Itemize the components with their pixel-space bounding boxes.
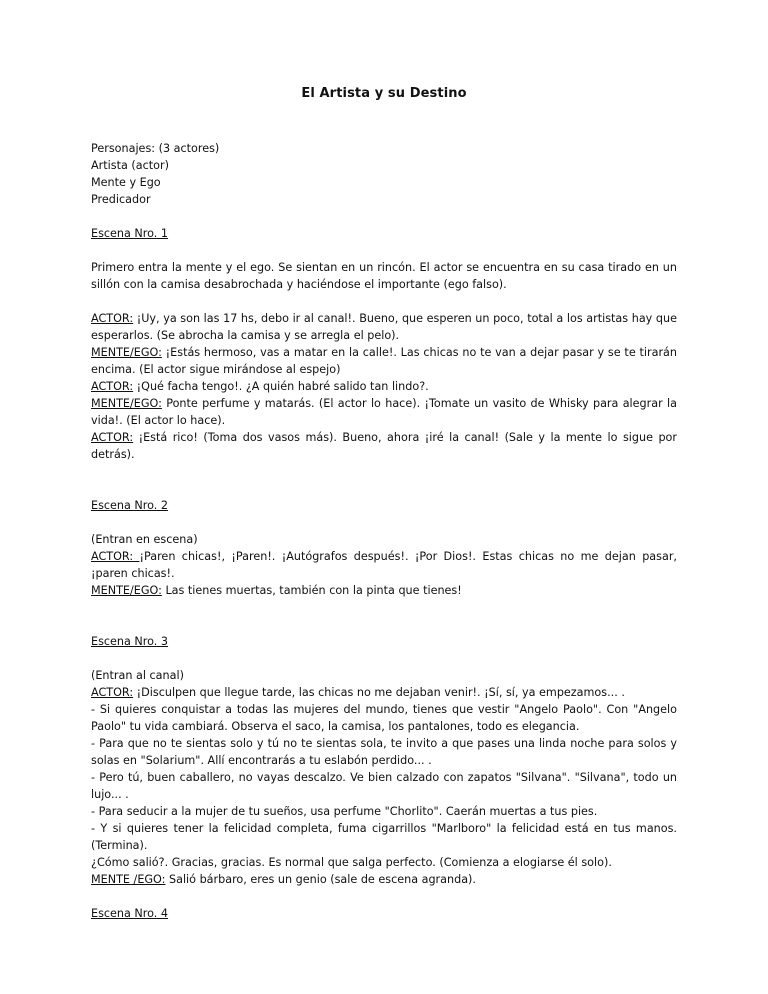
speaker-label: ACTOR:	[91, 380, 134, 393]
scene-heading: Escena Nro. 2	[91, 499, 169, 512]
dialogue-line	[91, 378, 677, 395]
scene-intro: Primero entra la mente y el ego. Se sientan en un rincón. El actor se encuentra en su casa tirado en un sillón con la camisa desabrochada y haciéndose el importante (ego falso).	[91, 261, 677, 291]
characters-heading: Personajes: (3 actores)	[91, 142, 220, 155]
document-body	[91, 140, 677, 922]
dialogue-line	[91, 684, 677, 701]
dialogue-text: ¡Disculpen que llegue tarde, las chicas no me dejaban venir!. ¡Sí, sí, ya empezamos... .	[133, 686, 625, 699]
speaker-label: MENTE/EGO:	[91, 397, 162, 410]
dialogue-line	[91, 871, 677, 888]
speaker-label: ACTOR:	[91, 431, 134, 444]
character-item: Artista (actor)	[91, 159, 169, 172]
speaker-label: ACTOR:	[91, 312, 134, 325]
dialogue-text: ¡Qué facha tengo!. ¿A quién habré salido tan lindo?.	[133, 380, 429, 393]
ad-line: - Para que no te sientas solo y tú no te sientas sola, te invito a que pases una linda noche para solos y solas en "Solarium". Allí encontrarás a tu eslabón perdido... .	[91, 737, 677, 767]
character-item: Predicador	[91, 193, 151, 206]
closing-line: ¿Cómo salió?. Gracias, gracias. Es normal que salga perfecto. (Comienza a elogiarse él solo).	[91, 856, 612, 869]
dialogue-text: Las tienes muertas, también con la pinta que tienes!	[161, 584, 462, 597]
scene-intro: (Entran al canal)	[91, 669, 184, 682]
dialogue-text: ¡Uy, ya son las 17 hs, debo ir al canal!. Bueno, que esperen un poco, total a los artistas hay que esperarlos. (Se abrocha la camisa y se arregla el pelo).	[91, 312, 677, 342]
scene-heading: Escena Nro. 4	[91, 907, 169, 920]
scene-intro: (Entran en escena)	[91, 533, 198, 546]
ad-line: - Y si quieres tener la felicidad completa, fuma cigarrillos "Marlboro" la felicidad está en tus manos. (Termina).	[91, 822, 677, 852]
speaker-label: MENTE /EGO:	[91, 873, 166, 886]
dialogue-text: Salió bárbaro, eres un genio (sale de escena agranda).	[165, 873, 476, 886]
document-title: El Artista y su Destino	[301, 86, 467, 101]
dialogue-text: ¡Está rico! (Toma dos vasos más). Bueno, ahora ¡iré la canal! (Sale y la mente lo sigue por detrás).	[91, 431, 677, 461]
dialogue-line	[91, 310, 677, 344]
scene-heading: Escena Nro. 1	[91, 227, 169, 240]
speaker-label: ACTOR:	[91, 550, 140, 563]
speaker-label: ACTOR:	[91, 686, 134, 699]
speaker-label: MENTE/EGO:	[91, 584, 162, 597]
dialogue-line	[91, 395, 677, 429]
dialogue-line	[91, 548, 677, 582]
character-item: Mente y Ego	[91, 176, 161, 189]
dialogue-text: Ponte perfume y matarás. (El actor lo hace). ¡Tomate un vasito de Whisky para alegrar la vida!. (El actor lo hace).	[91, 397, 677, 427]
ad-line: - Pero tú, buen caballero, no vayas descalzo. Ve bien calzado con zapatos "Silvana". "Silvana", todo un lujo... .	[91, 771, 677, 801]
ad-line: - Si quieres conquistar a todas las mujeres del mundo, tienes que vestir "Angelo Paolo". Con "Angelo Paolo" tu vida cambiará. Observa el saco, la camisa, los pantalones, todo es elegancia.	[91, 703, 677, 733]
dialogue-text: ¡Estás hermoso, vas a matar en la calle!. Las chicas no te van a dejar pasar y se te tirarán encima. (El actor sigue mirándose al espejo)	[91, 346, 677, 376]
ad-line: - Para seducir a la mujer de tu sueños, usa perfume "Chorlito". Caerán muertas a tus pies.	[91, 805, 598, 818]
speaker-label: MENTE/EGO:	[91, 346, 162, 359]
dialogue-line	[91, 344, 677, 378]
dialogue-line	[91, 582, 677, 599]
scene-heading: Escena Nro. 3	[91, 635, 169, 648]
dialogue-text: ¡Paren chicas!, ¡Paren!. ¡Autógrafos después!. ¡Por Dios!. Estas chicas no me dejan pasar, ¡paren chicas!.	[91, 550, 677, 580]
dialogue-line	[91, 429, 677, 463]
